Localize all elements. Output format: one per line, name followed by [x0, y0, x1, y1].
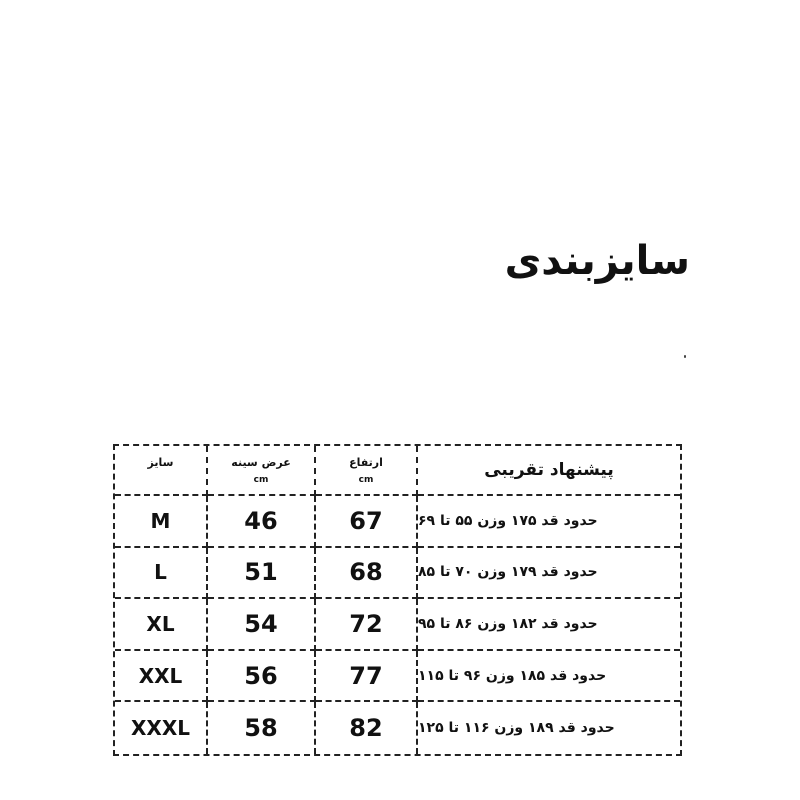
- cell-suggestion: حدود قد ۱۷۹ وزن ۷۰ تا ۸۵: [418, 548, 680, 600]
- header-size-label: سایز: [147, 456, 174, 469]
- size-chart-table: [113, 444, 682, 756]
- header-height: [316, 446, 418, 496]
- cell-size: XL: [115, 599, 208, 651]
- cell-chest: 46: [208, 496, 316, 548]
- cell-height: 82: [316, 702, 418, 754]
- cell-height: 67: [316, 496, 418, 548]
- cell-height: 72: [316, 599, 418, 651]
- header-suggestion: [418, 446, 680, 496]
- cell-chest: 54: [208, 599, 316, 651]
- cell-size: M: [115, 496, 208, 548]
- header-suggestion-label: پیشنهاد تقریبی: [484, 460, 614, 480]
- cell-chest: 56: [208, 651, 316, 703]
- cell-size: L: [115, 548, 208, 600]
- cell-chest: 58: [208, 702, 316, 754]
- header-chest-unit: cm: [253, 474, 269, 485]
- cell-suggestion: حدود قد ۱۷۵ وزن ۵۵ تا ۶۹: [418, 496, 680, 548]
- cell-height: 77: [316, 651, 418, 703]
- page-title: سایزبندی: [504, 238, 690, 284]
- cell-suggestion: حدود قد ۱۸۲ وزن ۸۶ تا ۹۵: [418, 599, 680, 651]
- cell-suggestion: حدود قد ۱۸۹ وزن ۱۱۶ تا ۱۲۵: [418, 720, 615, 737]
- cell-size: XXL: [115, 651, 208, 703]
- cell-height: 68: [316, 548, 418, 600]
- header-height-label: ارتفاع: [349, 455, 383, 469]
- header-height-unit: cm: [358, 474, 374, 485]
- speck-mark: [684, 355, 686, 358]
- header-chest: [208, 446, 316, 496]
- cell-suggestion: حدود قد ۱۸۵ وزن ۹۶ تا ۱۱۵: [418, 651, 680, 703]
- header-size: [115, 446, 208, 496]
- cell-chest: 51: [208, 548, 316, 600]
- header-chest-label: عرض سینه: [231, 455, 291, 469]
- cell-size: XXXL: [115, 702, 208, 754]
